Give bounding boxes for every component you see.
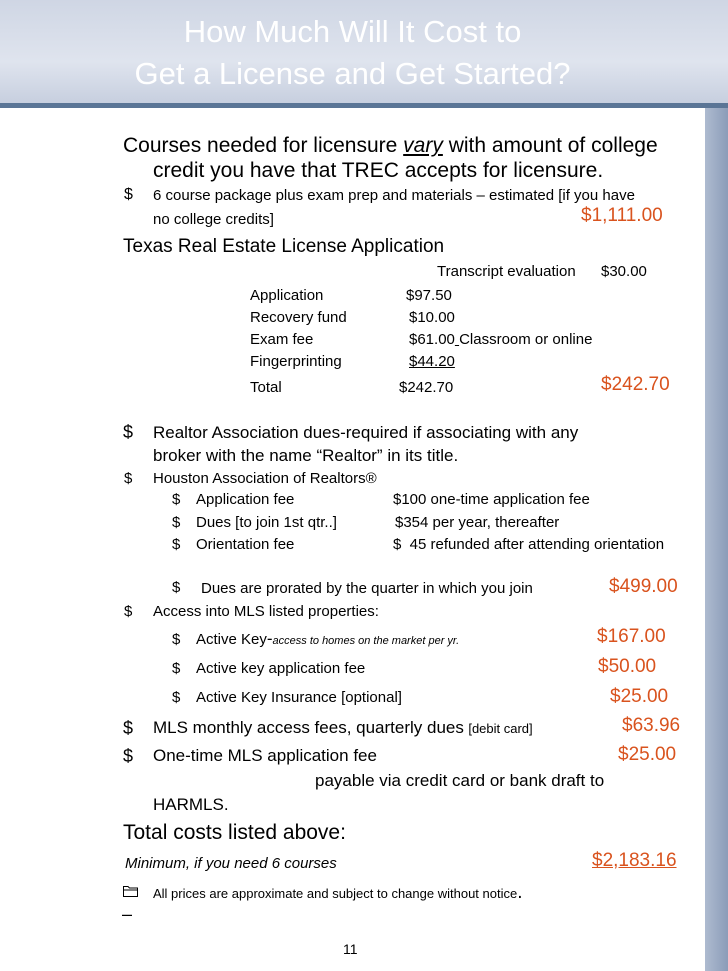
slide-title-line-2: Get a License and Get Started? (134, 56, 571, 91)
intro-line-2: credit you have that TREC accepts for licensure. (153, 159, 604, 182)
har-item-label: Application fee (196, 491, 295, 508)
mls-monthly-line (153, 718, 533, 738)
mls-onetime-amount: $25.00 (618, 744, 677, 765)
mls-onetime-line-3: HARMLS. (153, 795, 229, 814)
bullet-marker: $ (124, 470, 133, 487)
mls-monthly-amount: $63.96 (622, 715, 681, 736)
har-item-value: $ 45 refunded after attending orientation (393, 536, 665, 553)
footnote-line (153, 882, 523, 904)
active-key-insurance-label: Active Key Insurance [optional] (196, 689, 402, 706)
active-key-insurance-amount: $25.00 (610, 686, 669, 707)
mls-onetime-label: One-time MLS application fee (153, 746, 377, 765)
sub-bullet-marker: $ (172, 689, 181, 706)
license-row-value: $10.00 (409, 309, 455, 326)
realtor-line-2: broker with the name “Realtor” in its title. (153, 446, 459, 465)
license-row-value: $97.50 (406, 287, 452, 304)
active-key-note: access to homes on the market per yr. (272, 635, 460, 647)
har-prorated-note: Dues are prorated by the quarter in which you join (201, 580, 533, 597)
footnote-dash: – (122, 904, 133, 924)
sub-bullet-marker: $ (172, 660, 181, 677)
sub-bullet-marker: $ (172, 579, 181, 596)
active-key-line (196, 629, 459, 649)
intro-text-after: with amount of college (442, 134, 658, 157)
active-key-dash: - (266, 629, 273, 648)
license-row-value (409, 331, 592, 348)
bullet-marker: $ (124, 186, 133, 203)
mls-monthly-label: MLS monthly access fees, quarterly dues (153, 718, 464, 737)
license-row-label: Application (250, 287, 324, 304)
license-row-value: $44.20 (409, 353, 455, 370)
license-row-label: Total (250, 379, 282, 396)
har-item-value: $354 per year, thereafter (395, 514, 560, 531)
transcript-label: Transcript evaluation (437, 263, 576, 280)
bullet-marker: $ (124, 603, 133, 620)
har-item-label: Dues [to join 1st qtr..] (196, 514, 337, 531)
sub-bullet-marker: $ (172, 514, 181, 531)
totals-heading: Total costs listed above: (123, 821, 346, 844)
license-row-label: Fingerprinting (250, 353, 342, 370)
realtor-line-1: Realtor Association dues-required if associating with any (153, 423, 579, 442)
sub-bullet-marker: $ (172, 536, 181, 553)
license-amount: $242.70 (601, 374, 670, 395)
har-item-label: Orientation fee (196, 536, 295, 553)
license-heading: Texas Real Estate License Application (123, 236, 445, 257)
bullet-marker: $ (123, 422, 134, 442)
exam-fee-note: Classroom or online (459, 331, 593, 348)
transcript-value: $30.00 (601, 263, 647, 280)
active-key-label: Active Key (196, 631, 267, 648)
license-row-value: $242.70 (399, 379, 454, 396)
exam-fee-value: $61.00 (409, 331, 455, 348)
footnote-text: All prices are approximate and subject to change without notice (153, 886, 518, 901)
bullet-marker: $ (123, 718, 134, 738)
mls-onetime-line-2: payable via credit card or bank draft to (315, 771, 605, 790)
mls-monthly-note: [debit card] (468, 721, 533, 736)
active-key-amount: $167.00 (597, 626, 666, 647)
license-row-label: Recovery fund (250, 309, 347, 326)
intro-line-1 (123, 134, 658, 158)
header-rule (0, 103, 728, 108)
sub-bullet-marker: $ (172, 631, 181, 648)
page-number: 11 (343, 941, 358, 957)
intro-text-before: Courses needed for licensure (123, 134, 404, 157)
active-key-app-fee-label: Active key application fee (196, 660, 366, 677)
har-amount: $499.00 (609, 576, 678, 597)
folder-icon (123, 884, 139, 896)
har-item-value: $100 one-time application fee (393, 491, 590, 508)
bullet-marker: $ (123, 746, 134, 766)
mls-access-heading: Access into MLS listed properties: (153, 603, 379, 620)
courses-line-2: no college credits] (153, 211, 274, 228)
courses-line-1: 6 course package plus exam prep and materials – estimated [if you have (153, 187, 635, 204)
intro-italic-word: vary (403, 134, 443, 157)
footnote-period: . (517, 882, 523, 903)
active-key-app-fee-amount: $50.00 (598, 656, 657, 677)
license-row-label: Exam fee (250, 331, 314, 348)
har-heading: Houston Association of Realtors® (153, 470, 377, 487)
minimum-label: Minimum, if you need 6 courses (125, 855, 337, 872)
minimum-amount: $2,183.16 (592, 850, 677, 871)
sub-bullet-marker: $ (172, 491, 181, 508)
right-sidebar-band (705, 108, 728, 971)
courses-amount: $1,111.00 (581, 205, 663, 226)
slide-title-line-1: How Much Will It Cost to (183, 14, 522, 49)
